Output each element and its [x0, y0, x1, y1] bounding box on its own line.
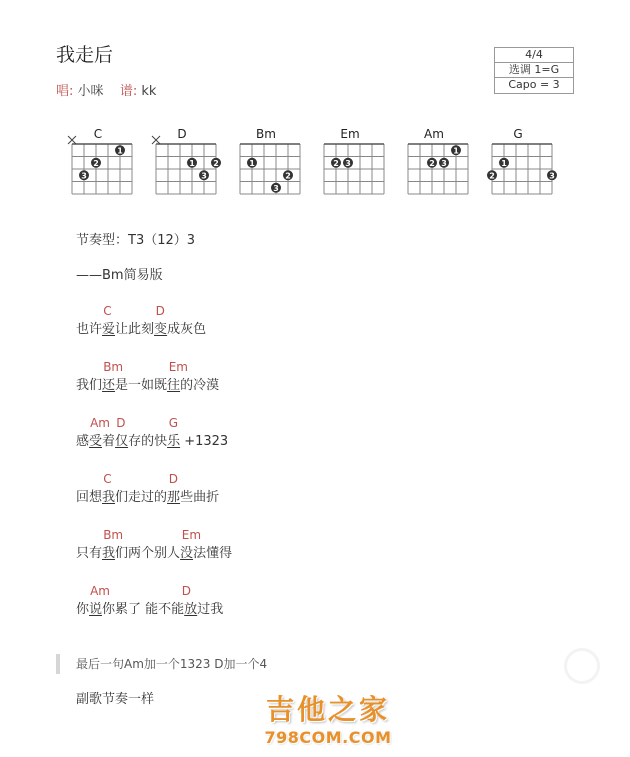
finger-dot	[79, 170, 89, 180]
watermark-url: 798COM.COM	[264, 728, 392, 747]
capo-setting: Capo = 3	[508, 78, 560, 91]
svg-text:1: 1	[117, 146, 123, 156]
chord-marker: D	[116, 416, 126, 430]
lyric-segment: 们两个别人	[115, 546, 181, 561]
lyric-segment: 着	[102, 434, 116, 449]
arranger-label: 谱:	[119, 84, 138, 99]
muted-string-icon	[68, 136, 76, 144]
svg-text:2: 2	[285, 171, 291, 181]
lyric-segment: 我们	[76, 378, 103, 393]
finger-dot	[427, 158, 437, 168]
chord-change-syllable: 受	[89, 434, 103, 449]
fretboard-grid	[56, 136, 140, 202]
finger-dot	[211, 158, 221, 168]
finger-dot	[343, 158, 353, 168]
chord-name: Bm	[256, 127, 276, 141]
site-watermark	[248, 688, 408, 747]
ghost-watermark-icon	[564, 648, 600, 684]
watermark-logo-text: 吉他之家	[265, 693, 390, 726]
fretboard-grid	[308, 136, 392, 202]
chord-row	[76, 416, 336, 430]
lyric-segment: 们走过的	[115, 490, 168, 505]
chord-marker: D	[168, 472, 178, 486]
chord-diagrams	[56, 124, 576, 204]
svg-text:3: 3	[345, 158, 351, 168]
svg-text:3: 3	[81, 171, 87, 181]
finger-dot	[271, 183, 281, 193]
lyric-text	[76, 486, 219, 505]
chord-diagram-bm	[224, 124, 308, 204]
finger-dot	[91, 158, 101, 168]
chord-name: G	[513, 127, 523, 141]
chord-marker: Em	[181, 528, 202, 542]
song-info-box	[494, 47, 574, 94]
key-setting: 选调 1=G	[495, 63, 573, 78]
lyric-segment: 你累了 能不能	[102, 602, 185, 617]
chord-row	[76, 304, 336, 318]
chord-row	[76, 360, 336, 374]
chord-marker: C	[103, 472, 112, 486]
lyric-segment: 些曲折	[180, 490, 220, 505]
lyric-text	[76, 374, 219, 393]
svg-text:3: 3	[549, 171, 555, 181]
chord-change-syllable: 乐	[167, 434, 181, 449]
lyric-segment: 你	[76, 602, 90, 617]
chord-change-syllable: 放	[184, 602, 198, 617]
svg-text:2: 2	[429, 158, 435, 168]
chord-marker: Bm	[103, 528, 124, 542]
lyric-segment: 成灰色	[167, 322, 207, 337]
chord-row	[76, 472, 336, 486]
lyric-segment: 是一如既	[115, 378, 168, 393]
chord-diagram-em	[308, 124, 392, 204]
lyric-segment: 感	[76, 434, 90, 449]
chord-name: D	[177, 127, 187, 141]
lyric-segment: 的冷漠	[180, 378, 220, 393]
lyric-segment: 存的快	[128, 434, 168, 449]
chord-change-syllable: 还	[102, 378, 116, 393]
chord-change-syllable: 我	[102, 546, 116, 561]
lyric-segment: 回想	[76, 490, 103, 505]
chord-marker: Am	[90, 416, 110, 430]
finger-dot	[487, 170, 497, 180]
lyric-segment: 也许	[76, 322, 103, 337]
lyric-segment: +1323	[180, 434, 229, 449]
finger-dot	[199, 170, 209, 180]
chorus-note: 副歌节奏一样	[76, 692, 155, 707]
muted-string-icon	[152, 136, 160, 144]
svg-text:2: 2	[93, 158, 99, 168]
chord-change-syllable: 我	[102, 490, 116, 505]
finger-dot	[547, 170, 557, 180]
svg-text:3: 3	[273, 183, 279, 193]
svg-text:1: 1	[453, 146, 459, 156]
chord-name: C	[93, 127, 103, 141]
chord-diagram-am	[392, 124, 476, 204]
chord-diagram-d	[140, 124, 224, 204]
chord-marker: G	[168, 416, 178, 430]
finger-dot	[247, 158, 257, 168]
chord-diagram-g	[476, 124, 560, 204]
finger-dot	[499, 158, 509, 168]
lyric-segment: 让此刻	[115, 322, 155, 337]
finger-dot	[451, 145, 461, 155]
chord-name: Am	[424, 127, 444, 141]
chord-marker: D	[155, 304, 165, 318]
lyric-segment: 只有	[76, 546, 103, 561]
fretboard-grid	[476, 136, 560, 202]
chord-marker: Am	[90, 584, 110, 598]
finger-dot	[331, 158, 341, 168]
chord-change-syllable: 那	[167, 490, 181, 505]
chord-change-syllable: 爱	[102, 322, 116, 337]
lyric-text	[76, 318, 206, 337]
version-note: ——Bm简易版	[76, 268, 163, 283]
svg-text:1: 1	[249, 158, 255, 168]
svg-text:2: 2	[333, 158, 339, 168]
lyric-text	[76, 542, 232, 561]
chord-marker: C	[103, 304, 112, 318]
time-signature: 4/4	[495, 48, 573, 63]
fretboard-grid	[140, 136, 224, 202]
chord-change-syllable: 仅	[115, 434, 129, 449]
lyric-segment: 法懂得	[193, 546, 233, 561]
singer-name: 小咪	[77, 84, 104, 99]
chord-marker: Bm	[103, 360, 124, 374]
rhythm-pattern: 节奏型：T3（12）3	[76, 233, 196, 248]
chord-change-syllable: 没	[180, 546, 194, 561]
arranger-name: kk	[141, 84, 157, 99]
chord-name: Em	[340, 127, 360, 141]
chord-row	[76, 528, 336, 542]
chord-diagram-c	[56, 124, 140, 204]
lyric-text	[76, 598, 223, 617]
svg-text:2: 2	[213, 158, 219, 168]
finger-dot	[439, 158, 449, 168]
singer-label: 唱:	[56, 84, 74, 99]
chord-row	[76, 584, 336, 598]
credits	[56, 80, 156, 99]
svg-text:2: 2	[489, 171, 495, 181]
svg-text:1: 1	[189, 158, 195, 168]
svg-text:1: 1	[501, 158, 507, 168]
song-title: 我走后	[56, 44, 114, 66]
fretboard-grid	[224, 136, 308, 202]
svg-text:3: 3	[441, 158, 447, 168]
chord-change-syllable: 往	[167, 378, 181, 393]
chord-change-syllable: 变	[154, 322, 168, 337]
fretboard-grid	[392, 136, 476, 202]
finger-dot	[115, 145, 125, 155]
svg-text:3: 3	[201, 171, 207, 181]
lyric-segment: 过我	[197, 602, 224, 617]
finger-dot	[283, 170, 293, 180]
lyric-text	[76, 430, 228, 449]
chord-change-syllable: 说	[89, 602, 103, 617]
ending-note: 最后一句Am加一个1323 D加一个4	[56, 654, 267, 674]
finger-dot	[187, 158, 197, 168]
chord-marker: D	[181, 584, 192, 598]
chord-marker: Em	[168, 360, 188, 374]
